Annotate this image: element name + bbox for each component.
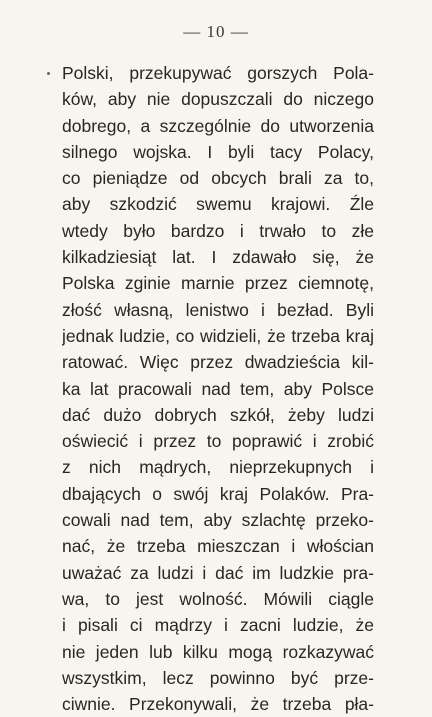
text-line: co pieniądze od obcych brali za to, bbox=[62, 168, 374, 189]
text-line: wszystkim, lecz powinno być prze- bbox=[62, 667, 374, 688]
text-line: wa, to jest wolność. Mówili ciągle bbox=[62, 588, 374, 609]
text-line: nać, że trzeba mieszczan i włościan bbox=[62, 536, 374, 557]
text-line: Polski, przekupywać gorszych Pola- bbox=[62, 63, 374, 83]
text-line: silnego wojska. I byli tacy Polacy, bbox=[62, 141, 374, 162]
text-line: oświecić i przez to poprawić i zrobić bbox=[62, 431, 374, 452]
margin-mark bbox=[47, 72, 50, 75]
text-line: ciwnie. Przekonywali, że trzeba pła- bbox=[62, 694, 374, 715]
text-line: ratować. Więc przez dwadzieścia kil- bbox=[62, 352, 374, 373]
page-number: — 10 — bbox=[183, 22, 249, 41]
text-line: cowali nad tem, aby szlachtę przeko- bbox=[62, 510, 374, 531]
text-line: kilkadziesiąt lat. I zdawało się, że bbox=[62, 247, 374, 268]
text-line: i pisali ci mądrzy i zacni ludzie, że bbox=[62, 615, 374, 636]
text-line: wtedy było bardzo i trwało to złe bbox=[62, 220, 374, 241]
text-line: Polska zginie marnie przez ciemnotę, bbox=[62, 273, 374, 294]
text-line: ków, aby nie dopuszczali do niczego bbox=[62, 89, 374, 110]
text-line: uważać za ludzi i dać im ludzkie pra- bbox=[62, 562, 374, 583]
text-line: jednak ludzie, co widzieli, że trzeba kraj bbox=[62, 325, 374, 346]
text-line: dobrego, a szczególnie do utworzenia bbox=[62, 115, 374, 136]
body-text bbox=[62, 60, 374, 717]
text-line: złość własną, lenistwo i bezład. Byli bbox=[62, 299, 374, 320]
text-line: dbających o swój kraj Polaków. Pra- bbox=[62, 483, 374, 504]
text-line: nie jeden lub kilku mogą rozkazywać bbox=[62, 641, 374, 662]
text-line: dać dużo dobrych szkół, żeby ludzi bbox=[62, 404, 374, 425]
text-line: ka lat pracowali nad tem, aby Polsce bbox=[62, 378, 374, 399]
text-line: z nich mądrych, nieprzekupnych i bbox=[62, 457, 374, 478]
text-line: aby szkodzić swemu krajowi. Źle bbox=[62, 194, 374, 215]
